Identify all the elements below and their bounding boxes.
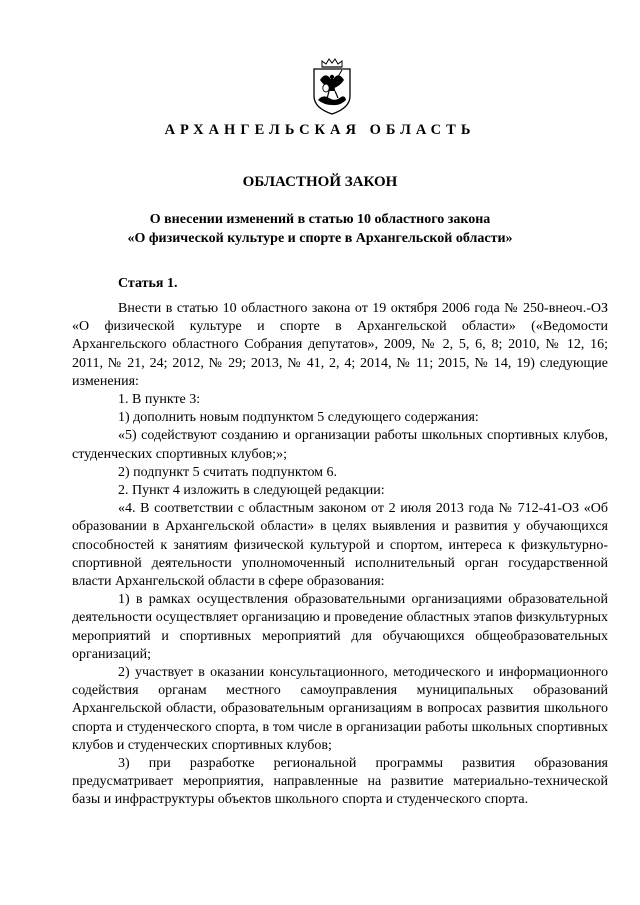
paragraph: 1. В пункте 3:	[118, 392, 201, 408]
paragraph: 2) подпункт 5 считать подпунктом 6.	[118, 464, 338, 480]
paragraph: «5) содействуют созданию и организации работы школьных спортивных клубов, студенческих спортивных клубов;»;	[72, 428, 608, 462]
law-title-line: «О физической культуре и спорте в Архангельской области»	[127, 231, 513, 246]
law-title-line: О внесении изменений в статью 10 областного закона	[149, 212, 491, 227]
paragraph: 2) участвует в оказании консультационного, методического и информационного содействия органам местного самоуправления муниципальных образований Архангельской области, образовательным организациям в вопросах развития школьного спорта и студенческого спорта, в том числе в организации работы школьных спортивных клубов и студенческих спортивных клубов;	[72, 665, 608, 753]
paragraph: 3) при разработке региональной программы развития образования предусматривает мероприятия, направленные на развитие материально-технической базы и инфраструктуры объектов школьного спорта и студенческого спорта.	[72, 756, 608, 808]
document-type: ОБЛАСТНОЙ ЗАКОН	[242, 174, 398, 190]
paragraph: 1) дополнить новым подпунктом 5 следующего содержания:	[118, 410, 479, 426]
article-heading: Статья 1.	[118, 276, 178, 291]
paragraph: 1) в рамках осуществления образовательными организациями образовательной деятельности осуществляет организацию и проведение областных этапов физкультурных мероприятий и спортивных мероприятий для обучающихся общеобразовательных организаций;	[72, 592, 608, 662]
coat-of-arms-icon	[307, 58, 357, 116]
paragraph: 2. Пункт 4 изложить в следующей редакции:	[118, 483, 385, 499]
law-title	[0, 210, 640, 248]
paragraph: Внести в статью 10 областного закона от 19 октября 2006 года № 250-внеоч.-ОЗ «О физической культуре и спорте в Архангельской области» («Ведомости Архангельского областного Собрания депутатов», 2009, № 2, 5, 6, 8; 2010, № 12, 16; 2011, № 21, 24; 2012, № 29; 2013, № 41, 2, 4; 2014, № 11; 2015, № 14, 19) следующие изменения:	[72, 301, 608, 389]
paragraph: «4. В соответствии с областным законом от 2 июля 2013 года № 712-41-ОЗ «Об образовании в Архангельской области» в целях выявления и развития у обучающихся способностей к занятиям физической культурой и спортом, интереса к физкультурно-спортивной деятельности уполномоченный исполнительный орган государственной власти Архангельской области в сфере образования:	[72, 501, 608, 590]
article-body	[72, 300, 608, 810]
region-name: АРХАНГЕЛЬСКАЯ ОБЛАСТЬ	[164, 122, 476, 138]
